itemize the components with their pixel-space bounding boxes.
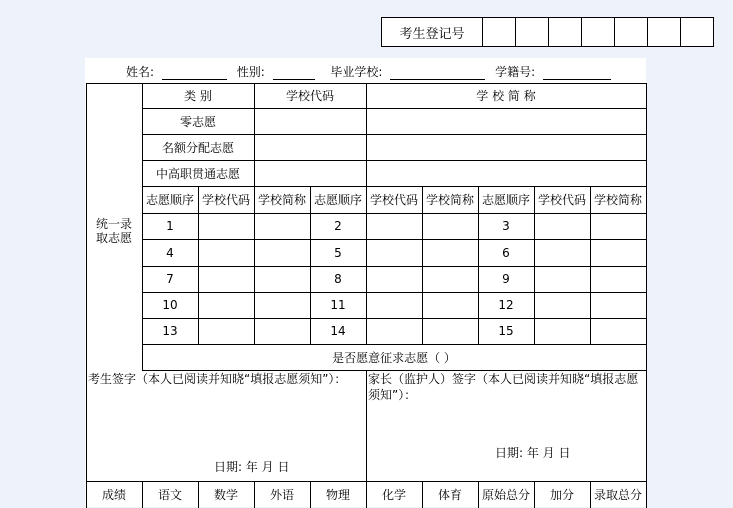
- unified-admission-label: 统一录 取志愿: [95, 217, 132, 245]
- unified-col-header: 学校简称: [257, 193, 306, 207]
- school-code-cell[interactable]: [367, 293, 422, 318]
- unified-col-header: 志愿顺序: [313, 193, 362, 207]
- registration-digit-box[interactable]: [615, 18, 648, 46]
- category-header: 类 别: [184, 89, 212, 103]
- student-signature-date: 日期: 年 月 日: [214, 460, 290, 474]
- school-code-cell[interactable]: [535, 214, 590, 239]
- school-name-cell[interactable]: [423, 240, 478, 266]
- student-id-field[interactable]: [543, 66, 611, 80]
- school-name-cell[interactable]: [423, 267, 478, 292]
- volunteer-order-number: 7: [166, 272, 174, 286]
- volunteer-order-number: 6: [502, 245, 510, 260]
- registration-digit-box[interactable]: [549, 18, 582, 46]
- unified-col-header: 学校代码: [537, 193, 586, 207]
- school-name-cell[interactable]: [255, 214, 310, 239]
- school-code-cell[interactable]: [535, 319, 590, 344]
- school-name-cell[interactable]: [367, 135, 646, 160]
- volunteer-order-number: 5: [334, 245, 342, 260]
- registration-digit-box[interactable]: [483, 18, 516, 46]
- school-code-cell[interactable]: [255, 109, 366, 134]
- score-column-2: 语文: [157, 487, 182, 502]
- unified-col-header: 学校代码: [201, 193, 250, 207]
- school-code-cell[interactable]: [199, 319, 254, 344]
- gender-label: 性别:: [236, 65, 265, 79]
- category-3: 中高职贯通志愿: [155, 166, 240, 181]
- school-code-cell[interactable]: [535, 293, 590, 318]
- school-code-cell[interactable]: [255, 161, 366, 186]
- school-code-cell[interactable]: [199, 267, 254, 292]
- volunteer-order-number: 1: [166, 219, 174, 233]
- school-code-cell[interactable]: [255, 135, 366, 160]
- registration-digit-box[interactable]: [681, 18, 713, 46]
- school-code-cell[interactable]: [367, 214, 422, 239]
- school-name-cell[interactable]: [255, 267, 310, 292]
- solicit-volunteer-question: 是否愿意征求志愿（ ）: [332, 350, 456, 365]
- unified-col-header: 志愿顺序: [145, 193, 194, 207]
- volunteer-order-number: 4: [166, 245, 174, 260]
- grid-line: [646, 481, 647, 508]
- score-column-10: 录取总分: [593, 487, 642, 502]
- volunteer-order-number: 9: [502, 272, 510, 286]
- registration-digit-box[interactable]: [582, 18, 615, 46]
- score-column-8: 原始总分: [481, 487, 530, 502]
- school-name-cell[interactable]: [367, 161, 646, 186]
- school-name-cell[interactable]: [423, 293, 478, 318]
- school-code-cell[interactable]: [535, 267, 590, 292]
- school-name-cell[interactable]: [591, 293, 646, 318]
- volunteer-order-number: 2: [334, 219, 342, 233]
- registration-label: 考生登记号: [382, 18, 483, 46]
- score-column-9: 加分: [549, 487, 574, 502]
- school-code-cell[interactable]: [367, 240, 422, 266]
- school-code-cell[interactable]: [367, 319, 422, 344]
- name-field[interactable]: [162, 66, 227, 80]
- volunteer-order-number: 13: [162, 324, 178, 338]
- unified-col-header: 学校代码: [369, 193, 418, 207]
- school-code-cell[interactable]: [535, 240, 590, 266]
- category-1: 零志愿: [179, 114, 216, 129]
- category-2: 名额分配志愿: [161, 140, 234, 155]
- volunteer-order-number: 12: [498, 298, 514, 312]
- school-code-cell[interactable]: [199, 214, 254, 239]
- registration-digit-box[interactable]: [648, 18, 681, 46]
- registration-digit-box[interactable]: [516, 18, 549, 46]
- unified-col-header: 学校简称: [593, 193, 642, 207]
- score-column-4: 外语: [269, 487, 294, 502]
- school-code-cell[interactable]: [199, 293, 254, 318]
- school-name-cell[interactable]: [423, 214, 478, 239]
- registration-number-box: [381, 17, 714, 47]
- unified-col-header: 学校简称: [425, 193, 474, 207]
- student-id-label: 学籍号:: [495, 65, 536, 79]
- school-name-cell[interactable]: [255, 293, 310, 318]
- school-code-header: 学校代码: [285, 89, 334, 103]
- volunteer-order-number: 10: [162, 298, 178, 312]
- score-column-3: 数学: [213, 487, 238, 502]
- school-name-cell[interactable]: [591, 267, 646, 292]
- grid-line: [646, 186, 647, 345]
- school-name-cell[interactable]: [591, 319, 646, 344]
- school-name-cell[interactable]: [591, 240, 646, 266]
- volunteer-order-number: 3: [502, 219, 510, 233]
- name-label: 姓名:: [126, 65, 155, 79]
- school-name-cell[interactable]: [255, 240, 310, 266]
- school-label: 毕业学校:: [330, 65, 383, 79]
- gender-field[interactable]: [273, 66, 315, 80]
- school-name-cell[interactable]: [423, 319, 478, 344]
- score-column-5: 物理: [325, 487, 350, 502]
- school-name-header: 学 校 简 称: [476, 89, 536, 103]
- school-name-cell[interactable]: [255, 319, 310, 344]
- score-column-1: 成绩: [101, 487, 126, 502]
- parent-signature-date: 日期: 年 月 日: [495, 446, 571, 460]
- school-code-cell[interactable]: [199, 240, 254, 266]
- personal-info-line: [126, 63, 611, 79]
- volunteer-order-number: 11: [330, 298, 346, 312]
- volunteer-order-number: 14: [330, 324, 346, 338]
- score-column-7: 体育: [437, 487, 462, 502]
- volunteer-order-number: 15: [498, 324, 514, 338]
- parent-signature-label: 家长（监护人）签字（本人已阅读并知晓“填报志愿须知”）：: [368, 372, 639, 402]
- school-code-cell[interactable]: [367, 267, 422, 292]
- parent-signature-area[interactable]: [367, 405, 645, 443]
- student-signature-label: 考生签字（本人已阅读并知晓“填报志愿须知”）：: [88, 372, 347, 386]
- score-column-6: 化学: [381, 487, 406, 502]
- school-name-cell[interactable]: [367, 109, 646, 134]
- unified-col-header: 志愿顺序: [481, 193, 530, 207]
- school-name-cell[interactable]: [591, 214, 646, 239]
- volunteer-order-number: 8: [334, 272, 342, 286]
- student-signature-area[interactable]: [87, 405, 365, 455]
- school-field[interactable]: [390, 66, 485, 80]
